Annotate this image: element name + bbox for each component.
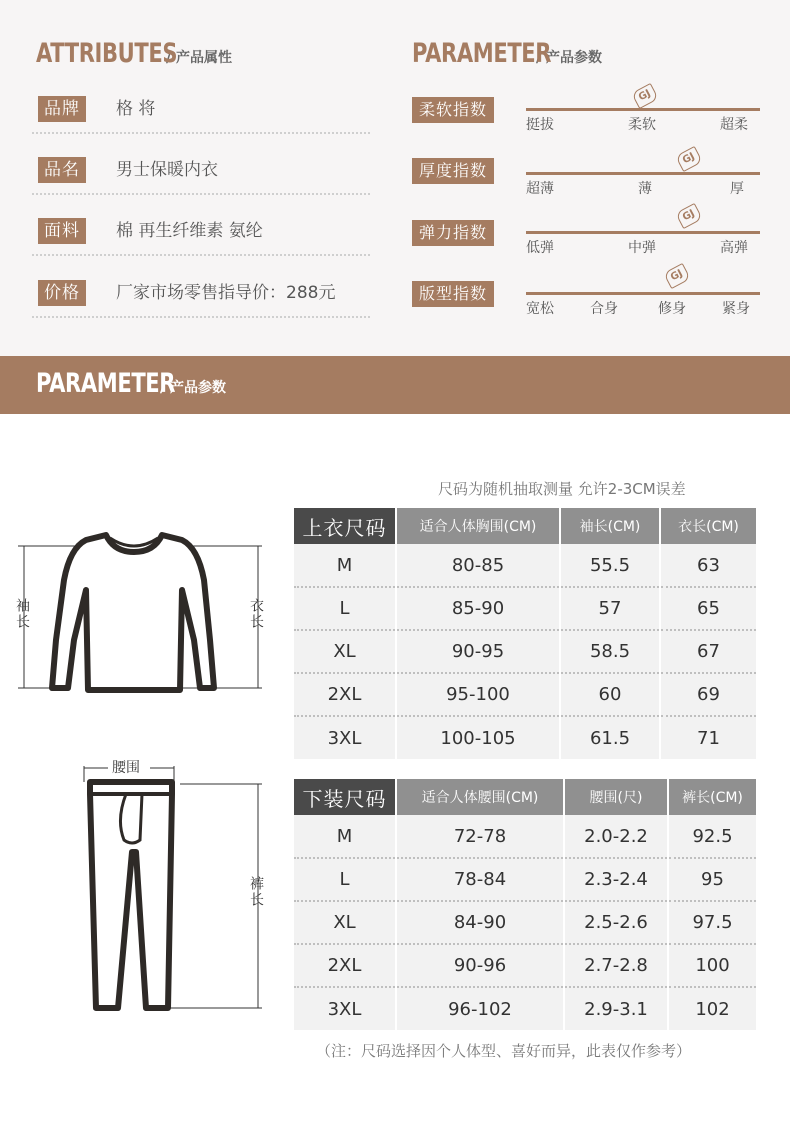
waist-label: 腰围	[112, 760, 140, 776]
scale-option: 紧身	[722, 301, 750, 317]
scale-line	[526, 108, 760, 111]
table-header-cell: 衣长(CM)	[660, 508, 756, 544]
table-header-row	[294, 508, 756, 544]
attr-label: 品牌	[38, 96, 86, 122]
band-title-en: PARAMETER	[36, 368, 176, 399]
attr-value: 厂家市场零售指导价：288元	[116, 283, 336, 303]
scale-fit	[412, 267, 762, 331]
table-header-cell: 下装尺码	[294, 779, 396, 815]
table-cell: 72-78	[396, 815, 564, 858]
scale-label: 厚度指数	[412, 158, 494, 184]
gj-logo-marker: GJ	[663, 263, 691, 289]
table-cell: 92.5	[668, 815, 756, 858]
scale-option: 超柔	[720, 117, 748, 133]
scale-label: 柔软指数	[412, 97, 494, 123]
scale-thickness	[412, 150, 762, 208]
table-cell: 3XL	[294, 987, 396, 1030]
table-cell: 2XL	[294, 673, 396, 716]
table-header-row	[294, 779, 756, 815]
attr-label: 面料	[38, 218, 86, 244]
attr-row-brand	[32, 94, 370, 134]
scale-line	[526, 231, 760, 234]
scale-option: 挺拔	[526, 117, 554, 133]
table-cell: 2.9-3.1	[564, 987, 668, 1030]
measure-note: 尺码为随机抽取测量 允许2-3CM误差	[438, 480, 686, 498]
attr-row-fabric	[32, 216, 370, 256]
attr-row-product-name	[32, 155, 370, 195]
table-cell: 57	[560, 587, 660, 630]
top-panel	[0, 0, 790, 356]
table-cell: 95-100	[396, 673, 560, 716]
table-cell: 69	[660, 673, 756, 716]
attributes-title-cn: / 产品属性	[166, 50, 232, 66]
table-cell: 63	[660, 544, 756, 587]
top-size-table	[294, 508, 756, 759]
attr-value: 格 将	[116, 99, 156, 119]
scale-line	[526, 292, 760, 295]
scale-softness	[412, 87, 762, 147]
table-cell: 58.5	[560, 630, 660, 673]
parameter-title-en: PARAMETER	[412, 38, 552, 69]
table-row	[294, 901, 756, 944]
scale-option: 宽松	[526, 301, 554, 317]
table-cell: 78-84	[396, 858, 564, 901]
scale-elasticity	[412, 207, 762, 270]
band-heading	[36, 368, 226, 399]
scale-label: 版型指数	[412, 281, 494, 307]
scale-option-selected: 薄	[638, 181, 652, 197]
scale-option: 合身	[590, 301, 618, 317]
shirt-diagram	[0, 520, 280, 710]
attr-value: 男士保暖内衣	[116, 160, 218, 180]
attr-label: 价格	[38, 280, 86, 306]
scale-option-selected: 修身	[658, 301, 686, 317]
attr-label: 品名	[38, 157, 86, 183]
table-header-cell: 上衣尺码	[294, 508, 396, 544]
table-cell: L	[294, 587, 396, 630]
body-length-label: 衣长	[248, 598, 264, 630]
attributes-heading	[36, 38, 232, 69]
pants-length-label: 裤长	[248, 876, 264, 908]
table-cell: 2.5-2.6	[564, 901, 668, 944]
table-cell: 97.5	[668, 901, 756, 944]
table-row	[294, 630, 756, 673]
attr-row-price	[32, 278, 370, 318]
table-row	[294, 587, 756, 630]
table-cell: 60	[560, 673, 660, 716]
scale-label: 弹力指数	[412, 220, 494, 246]
table-row	[294, 716, 756, 759]
bottom-size-table	[294, 779, 756, 1030]
table-cell: 85-90	[396, 587, 560, 630]
table-cell: 100-105	[396, 716, 560, 759]
table-cell: 2.7-2.8	[564, 944, 668, 987]
table-cell: 95	[668, 858, 756, 901]
table-cell: 90-95	[396, 630, 560, 673]
scale-option: 低弹	[526, 240, 554, 256]
table-cell: 2.3-2.4	[564, 858, 668, 901]
sleeve-length-label: 袖长	[14, 598, 30, 630]
table-cell: XL	[294, 901, 396, 944]
footer-note: （注：尺码选择因个人体型、喜好而异，此表仅作参考）	[316, 1042, 692, 1060]
table-cell: 55.5	[560, 544, 660, 587]
table-cell: 61.5	[560, 716, 660, 759]
scale-option: 超薄	[526, 181, 554, 197]
table-row	[294, 987, 756, 1030]
parameter-band	[0, 356, 790, 414]
scale-option: 高弹	[720, 240, 748, 256]
table-row	[294, 858, 756, 901]
scale-option-selected: 柔软	[628, 117, 656, 133]
attributes-title-en: ATTRIBUTES	[36, 38, 178, 69]
table-row	[294, 944, 756, 987]
table-cell: XL	[294, 630, 396, 673]
table-cell: 90-96	[396, 944, 564, 987]
table-cell: 3XL	[294, 716, 396, 759]
scale-option: 厚	[730, 181, 744, 197]
table-cell: M	[294, 544, 396, 587]
table-cell: 80-85	[396, 544, 560, 587]
table-cell: 84-90	[396, 901, 564, 944]
gj-logo-marker: GJ	[675, 146, 703, 172]
table-cell: 67	[660, 630, 756, 673]
band-title-cn: / 产品参数	[160, 380, 226, 396]
table-cell: 71	[660, 716, 756, 759]
table-header-cell: 裤长(CM)	[668, 779, 756, 815]
parameter-heading	[412, 38, 602, 69]
table-cell: 100	[668, 944, 756, 987]
scale-line	[526, 172, 760, 175]
table-header-cell: 适合人体腰围(CM)	[396, 779, 564, 815]
table-row	[294, 815, 756, 858]
table-cell: 102	[668, 987, 756, 1030]
table-row	[294, 673, 756, 716]
table-header-cell: 适合人体胸围(CM)	[396, 508, 560, 544]
scale-option-selected: 中弹	[628, 240, 656, 256]
table-header-cell: 腰围(尺)	[564, 779, 668, 815]
table-cell: 96-102	[396, 987, 564, 1030]
gj-logo-marker: GJ	[675, 203, 703, 229]
attr-value: 棉 再生纤维素 氨纶	[116, 221, 263, 241]
table-header-cell: 袖长(CM)	[560, 508, 660, 544]
table-cell: 2XL	[294, 944, 396, 987]
gj-logo-marker: GJ	[631, 83, 659, 109]
table-cell: L	[294, 858, 396, 901]
table-cell: 2.0-2.2	[564, 815, 668, 858]
table-cell: 65	[660, 587, 756, 630]
parameter-title-cn: / 产品参数	[536, 50, 602, 66]
table-row	[294, 544, 756, 587]
table-cell: M	[294, 815, 396, 858]
pants-diagram	[0, 760, 280, 1020]
